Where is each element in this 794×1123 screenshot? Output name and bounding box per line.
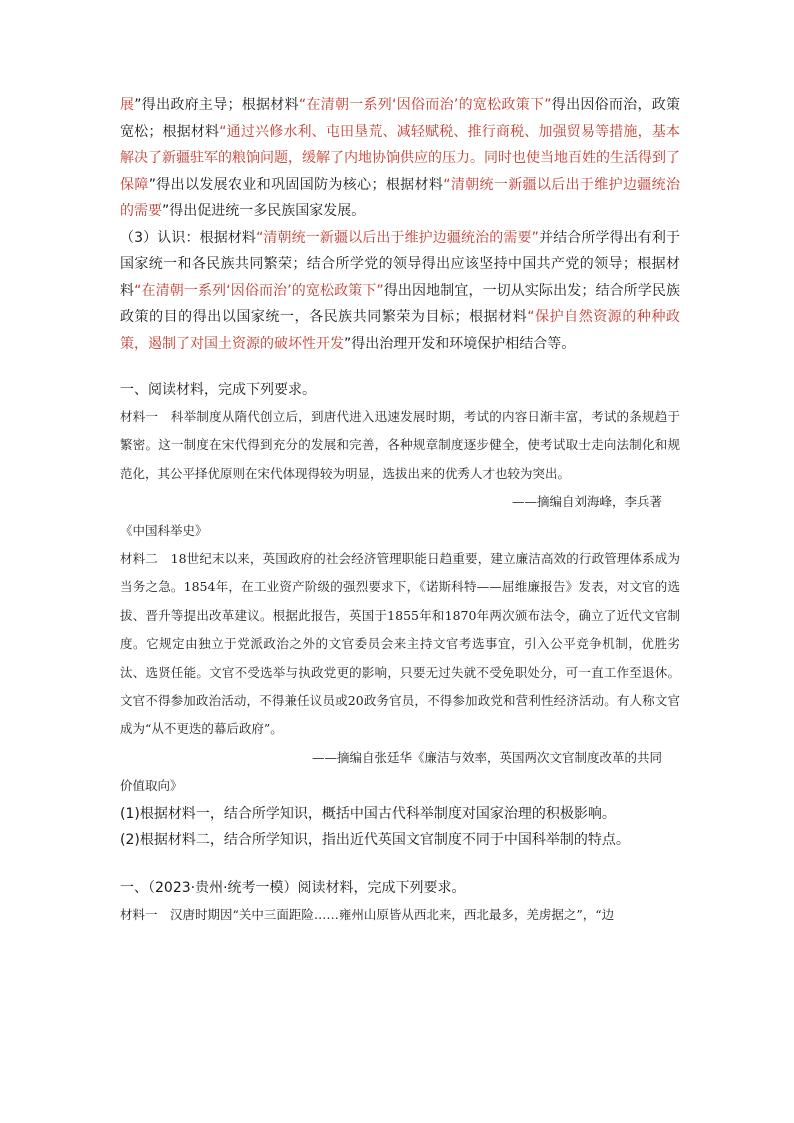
quoted-material: “清朝统一新疆以后出于维护边疆统治的需要” bbox=[256, 229, 539, 246]
answer-paragraph-2 bbox=[120, 92, 680, 225]
quoted-material: “通过兴修水利、屯田垦荒、减轻赋税、推行商税、加强贸易等措施，基本解决了新疆驻军的粮饷问题，缓解了内地协饷供应的压力。同时也使当地百姓的生活得到了保障 bbox=[120, 123, 680, 193]
answer-text: 并结合所学得出有利于国家统一和各民族共同繁荣；结合所学党的领导得出应该坚持中国共产党的领导；根据材料 bbox=[120, 229, 680, 299]
answer-text: 得出因地制宜，一切从实际出发；结合所学民族政策的目的得出以国家统一，各民族共同繁荣为目标；根据材料 bbox=[120, 282, 681, 325]
material-2-source-title: 价值取向》 bbox=[120, 778, 183, 794]
question-heading: 一、阅读材料，完成下列要求。 bbox=[120, 382, 316, 398]
answer-text: ”得出政府主导；根据材料 bbox=[134, 97, 299, 113]
sub-question-2: (2)根据材料二，结合所学知识，指出近代英国文官制度不同于中国科举制的特点。 bbox=[120, 831, 630, 848]
quoted-material: “在清朝一系列‘因俗而治’的宽松政策下” bbox=[134, 282, 384, 299]
answer-text: ”得出治理开发和环境保护相结合等。 bbox=[344, 335, 576, 352]
answer-paragraph-3 bbox=[120, 225, 680, 358]
sub-question-1: (1)根据材料一，结合所学知识，概括中国古代科举制度对国家治理的积极影响。 bbox=[120, 805, 616, 822]
answer-text: 得出因俗而治，政策宽松；根据材料 bbox=[120, 97, 681, 140]
material-1-text-q2: 材料一 汉唐时期因“关中三面距险……雍州山原皆从西北来，西北最多，羌虏据之”，“边 bbox=[120, 906, 615, 922]
question-heading-2: 一、（2023·贵州·统考一模）阅读材料，完成下列要求。 bbox=[120, 879, 466, 896]
material-2-text: 材料二 18世纪末以来，英国政府的社会经济管理职能日趋重要，建立廉洁高效的行政管理体系成为当务之急。1854年，在工业资产阶级的强烈要求下，《诺斯科特——屈维廉报告》发表，对文官的选拔、晋升等提出改革建议。根据此报告，英国于1855年和1870年两次颁布法令，确立了近代文官制度。它规定由独立于党派政治之外的文官委员会来主持文官考选事宜，引入公平竞争机制，优胜劣汰、选贤任能。文官不受选举与执政党更的影响，只要无过失就不受免职处分，可一直工作至退休。文官不得参加政治活动，不得兼任议员或20政务官员，不得参加政党和营利性经济活动。有人称文官成为“从不更迭的幕后政府”。 bbox=[120, 551, 680, 737]
document-page bbox=[120, 92, 680, 929]
quoted-material: “清朝统一新疆以后出于维护边疆统治的需要 bbox=[120, 176, 680, 219]
material-1-source-title: 《中国科举史》 bbox=[120, 522, 208, 538]
material-1-source: ——摘编自刘海峰，李兵著 bbox=[511, 494, 662, 510]
quoted-material: “在清朝一系列‘因俗而治’的宽松政策下” bbox=[298, 97, 552, 113]
answer-text: （3）认识：根据材料 bbox=[120, 229, 257, 246]
quoted-material: 展 bbox=[120, 97, 135, 113]
material-2-source: ——摘编自张廷华《廉洁与效率，英国两次文官制度改革的共同 bbox=[311, 749, 662, 765]
answer-text: ”得出促进统一多民族国家发展。 bbox=[162, 203, 366, 219]
material-1-text: 材料一 科举制度从隋代创立后，到唐代进入迅速发展时期，考试的内容日渐丰富，考试的条规趋于繁密。这一制度在宋代得到充分的发展和完善，各种规章制度逐步健全，使考试取士走向法制化和规范化，其公平择优原则在宋代体现得较为明显，选拔出来的优秀人才也较为突出。 bbox=[120, 409, 680, 481]
answer-text: ”得出以发展农业和巩固国防为核心；根据材料 bbox=[148, 176, 444, 193]
quoted-material: “保护自然资源的种种政策，遏制了对国土资源的破坏性开发 bbox=[120, 309, 680, 352]
